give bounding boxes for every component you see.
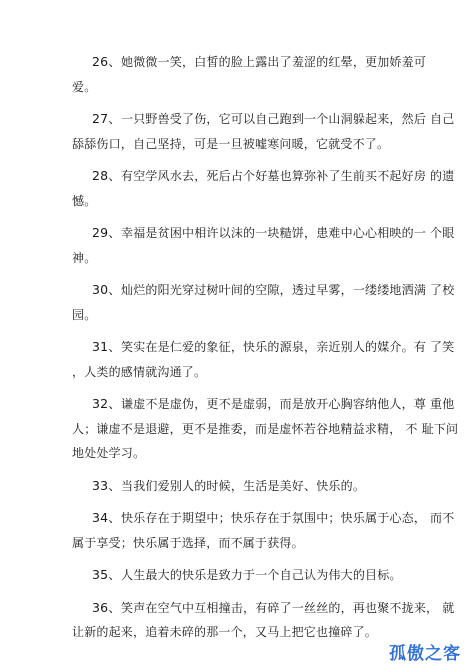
- entry-text: 舔舔伤口，自己坚持，可是一旦被嘘寒问暖，它就受不了。: [72, 136, 390, 151]
- entry-first-line: [72, 392, 455, 417]
- entry-text: 地处处学习。: [72, 446, 146, 460]
- entry-text: 让新的起来，追着未碎的那一个，又马上把它也撞碎了。: [72, 625, 378, 639]
- entry-text: 属于享受；快乐属于选择，而不属于获得。: [72, 535, 304, 550]
- entry-text: ，人类的感情就沟通了。: [72, 364, 207, 379]
- list-item: [72, 392, 459, 466]
- entry-text: 笑实在是仁爱的象征，快乐的源泉，亲近别人的媒介。有 了笑: [121, 340, 455, 354]
- entry-first-line: [72, 164, 455, 189]
- entry-first-line: [72, 50, 427, 75]
- entry-number: 33、: [92, 477, 122, 493]
- entry-number: 32、: [92, 396, 122, 411]
- entry-number: 28、: [92, 168, 122, 183]
- list-item: [72, 596, 455, 645]
- list-item: [72, 474, 412, 499]
- entry-continuation-line: [72, 303, 412, 328]
- entry-number: 36、: [92, 599, 122, 615]
- entry-text: 谦虚不是虚伪，更不是虚弱，而是放开心胸容纳他人，尊 重他: [121, 397, 455, 411]
- entry-first-line: [72, 474, 412, 499]
- entry-text: 人生最大的快乐是致力于一个自己认为伟大的目标。: [121, 568, 402, 582]
- entry-text: 幸福是贫困中相许以沫的一块糙饼，患难中心心相映的一 个眼: [121, 226, 455, 240]
- entry-number: 27、: [92, 111, 122, 126]
- entry-text: 神。: [72, 250, 97, 265]
- entry-list: [72, 50, 459, 653]
- entry-text: 有空学风水去，死后占个好墓也算弥补了生前买不起好房 的遗: [121, 169, 455, 183]
- entry-number: 35、: [92, 567, 122, 582]
- entry-continuation-line: [72, 531, 412, 556]
- entry-number: 34、: [92, 510, 122, 525]
- entry-first-line: [72, 563, 412, 588]
- entry-text: 园。: [72, 307, 97, 322]
- list-item: [72, 107, 455, 156]
- list-item: [72, 50, 427, 99]
- entry-number: 29、: [92, 225, 122, 240]
- list-item: [72, 164, 455, 213]
- watermark-logo: 孤傲之客: [389, 644, 461, 664]
- entry-text: 一只野兽受了伤，它可以自己跑到一个山洞躲起来，然后 自己: [121, 112, 455, 126]
- entry-text: 灿烂的阳光穿过树叶间的空隙，透过早雾，一缕缕地洒满 了校: [121, 283, 455, 297]
- entry-text: 快乐存在于期望中；快乐存在于氛围中；快乐属于心态， 而不: [121, 511, 455, 525]
- list-item: [72, 278, 455, 327]
- list-item: [72, 335, 455, 384]
- entry-first-line: [72, 107, 455, 132]
- entry-continuation-line: [72, 189, 412, 214]
- entry-continuation-line: [72, 360, 412, 385]
- entry-text: 笑声在空气中互相撞击，有碎了一丝丝的，再也聚不拢来， 就: [121, 600, 455, 615]
- entry-number: 31、: [92, 339, 122, 354]
- entry-first-line: [72, 596, 455, 621]
- entry-number: 26、: [92, 54, 122, 69]
- entry-continuation-line: [72, 417, 459, 442]
- entry-text: 爱。: [72, 79, 97, 94]
- list-item: [72, 563, 412, 588]
- entry-text: 人；谦虚不是退避，更不是推委，而是虚怀若谷地精益求精， 不 耻下问: [72, 421, 459, 436]
- entry-text: 憾。: [72, 193, 97, 208]
- entry-first-line: [72, 335, 455, 360]
- entry-continuation-line: [72, 75, 412, 100]
- entry-continuation-line: [72, 620, 412, 645]
- entry-text: 当我们爱别人的时候，生活是美好、快乐的。: [121, 478, 366, 493]
- entry-first-line: [72, 506, 455, 531]
- entry-number: 30、: [92, 282, 122, 297]
- entry-first-line: [72, 278, 455, 303]
- entry-continuation-line: [72, 132, 412, 157]
- list-item: [72, 221, 455, 270]
- entry-text: 她微微一笑，白皙的脸上露出了羞涩的红晕，更加娇羞可: [121, 55, 427, 69]
- entry-first-line: [72, 221, 455, 246]
- list-item: [72, 506, 455, 555]
- entry-continuation-line: [72, 246, 412, 271]
- entry-continuation-line: [72, 441, 412, 466]
